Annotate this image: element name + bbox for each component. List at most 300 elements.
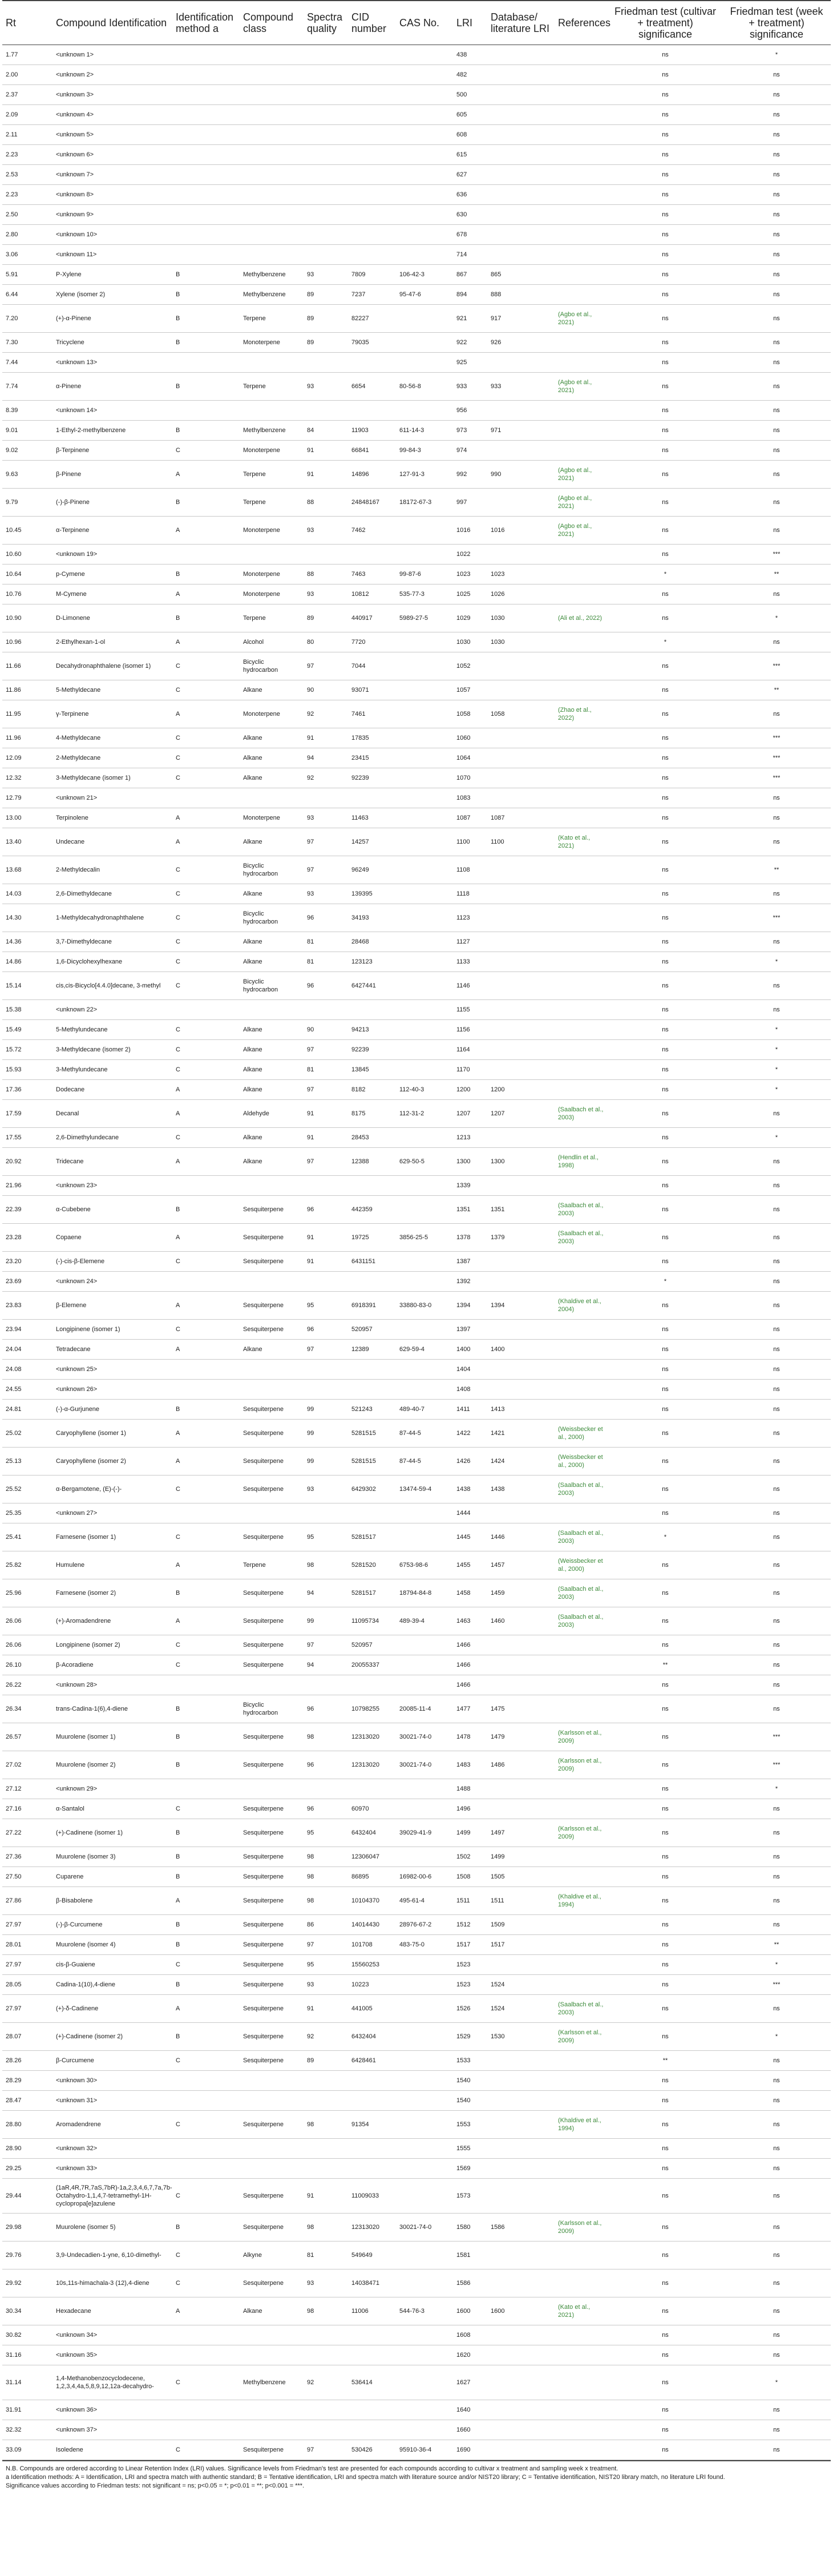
cell-friedman-cultivar: ns <box>608 1995 722 2023</box>
cell-compound: 2-Methyldecalin <box>52 856 172 884</box>
cell-reference <box>555 205 608 225</box>
cell-friedman-week: ns <box>722 2269 831 2297</box>
cell-cid: 12313020 <box>348 1751 396 1779</box>
cell-spectra: 98 <box>304 2214 348 2242</box>
cell-cid: 5281517 <box>348 1523 396 1551</box>
cell-method: C <box>172 1635 240 1655</box>
cell-friedman-week: ns <box>722 1635 831 1655</box>
cell-cid: 12389 <box>348 1340 396 1360</box>
cell-lri: 1378 <box>453 1224 487 1252</box>
table-row <box>2 1799 831 1819</box>
cell-compound: (+)-Cadinene (isomer 1) <box>52 1819 172 1847</box>
cell-friedman-week: *** <box>722 1723 831 1751</box>
cell-db-lri <box>487 1128 555 1148</box>
cell-class: Sesquiterpene <box>240 1476 304 1503</box>
cell-friedman-week: ns <box>722 2440 831 2460</box>
cell-compound: 5-Methylundecane <box>52 1020 172 1040</box>
cell-reference: (Saalbach et al., 2003) <box>555 1224 608 1252</box>
cell-lri: 1087 <box>453 808 487 828</box>
cell-friedman-week: ns <box>722 1476 831 1503</box>
cell-lri: 925 <box>453 353 487 373</box>
table-row <box>2 1000 831 1020</box>
cell-friedman-cultivar: ns <box>608 2159 722 2179</box>
cell-method <box>172 401 240 421</box>
cell-friedman-week: ns <box>722 65 831 85</box>
cell-friedman-cultivar: ns <box>608 45 722 65</box>
cell-cid <box>348 2400 396 2420</box>
cell-compound: <unknown 29> <box>52 1779 172 1799</box>
cell-rt: 28.47 <box>2 2091 52 2111</box>
cell-spectra: 91 <box>304 2179 348 2214</box>
cell-cid: 24848167 <box>348 489 396 517</box>
cell-cas: 95910-36-4 <box>396 2440 453 2460</box>
cell-spectra: 97 <box>304 1935 348 1955</box>
cell-friedman-cultivar: ns <box>608 1128 722 1148</box>
cell-rt: 17.59 <box>2 1100 52 1128</box>
cell-lri: 636 <box>453 185 487 205</box>
table-row <box>2 165 831 185</box>
cell-method: C <box>172 972 240 1000</box>
cell-compound: (-)-cis-β-Elemene <box>52 1252 172 1272</box>
cell-method: C <box>172 1128 240 1148</box>
cell-spectra <box>304 205 348 225</box>
cell-friedman-week: ns <box>722 2297 831 2325</box>
cell-method: C <box>172 768 240 788</box>
header-friedman-week: Friedman test (week + treatment) significance <box>722 1 831 45</box>
cell-friedman-cultivar: ns <box>608 728 722 748</box>
cell-friedman-week: ns <box>722 265 831 285</box>
cell-rt: 29.76 <box>2 2242 52 2269</box>
cell-db-lri <box>487 2400 555 2420</box>
table-row <box>2 1847 831 1867</box>
cell-class <box>240 1000 304 1020</box>
cell-friedman-week: ns <box>722 1100 831 1128</box>
cell-method: B <box>172 373 240 401</box>
cell-db-lri <box>487 225 555 245</box>
cell-cid: 6918391 <box>348 1292 396 1320</box>
cell-cas <box>396 1380 453 1400</box>
cell-friedman-cultivar: ns <box>608 2365 722 2400</box>
cell-rt: 10.60 <box>2 545 52 565</box>
cell-rt: 10.76 <box>2 584 52 604</box>
table-row <box>2 2071 831 2091</box>
cell-rt: 7.74 <box>2 373 52 401</box>
cell-class <box>240 85 304 105</box>
table-row <box>2 265 831 285</box>
cell-compound: 3-Methylundecane <box>52 1060 172 1080</box>
cell-compound: <unknown 6> <box>52 145 172 165</box>
cell-friedman-week: *** <box>722 1975 831 1995</box>
cell-friedman-week: ns <box>722 305 831 333</box>
cell-friedman-cultivar: ns <box>608 1040 722 1060</box>
cell-cid: 86895 <box>348 1867 396 1887</box>
cell-spectra: 93 <box>304 265 348 285</box>
cell-class <box>240 1272 304 1292</box>
cell-reference: (Khaldive et al., 1994) <box>555 1887 608 1915</box>
table-row <box>2 1196 831 1224</box>
cell-db-lri <box>487 125 555 145</box>
cell-class <box>240 1779 304 1799</box>
cell-class: Sesquiterpene <box>240 1400 304 1420</box>
cell-lri: 1502 <box>453 1847 487 1867</box>
cell-spectra: 96 <box>304 1320 348 1340</box>
cell-lri: 1426 <box>453 1448 487 1476</box>
cell-db-lri <box>487 1272 555 1292</box>
cell-db-lri <box>487 932 555 952</box>
cell-rt: 15.72 <box>2 1040 52 1060</box>
cell-db-lri <box>487 2440 555 2460</box>
cell-spectra: 91 <box>304 1100 348 1128</box>
cell-compound: Tricyclene <box>52 333 172 353</box>
cell-method <box>172 2400 240 2420</box>
cell-lri: 1478 <box>453 1723 487 1751</box>
cell-reference <box>555 748 608 768</box>
cell-class: Sesquiterpene <box>240 1975 304 1995</box>
cell-lri: 922 <box>453 333 487 353</box>
cell-friedman-cultivar: ns <box>608 401 722 421</box>
cell-friedman-cultivar: ns <box>608 2297 722 2325</box>
cell-spectra <box>304 1380 348 1400</box>
cell-spectra <box>304 1360 348 1380</box>
table-row <box>2 333 831 353</box>
cell-cas <box>396 105 453 125</box>
cell-cid: 530426 <box>348 2440 396 2460</box>
cell-spectra: 96 <box>304 1196 348 1224</box>
cell-reference <box>555 2139 608 2159</box>
cell-compound: (-)-α-Gurjunene <box>52 1400 172 1420</box>
cell-friedman-week: * <box>722 1955 831 1975</box>
cell-cas <box>396 401 453 421</box>
cell-friedman-week: ns <box>722 1380 831 1400</box>
cell-friedman-week: * <box>722 2023 831 2051</box>
footnote-significance: Significance values according to Friedman tests: not significant = ns; p<0.05 = *; p<0.01 = **; p<0.001 = ***. <box>6 2482 305 2489</box>
cell-lri: 1127 <box>453 932 487 952</box>
cell-friedman-cultivar: ns <box>608 1148 722 1176</box>
cell-friedman-week: ** <box>722 565 831 584</box>
cell-reference <box>555 85 608 105</box>
cell-class <box>240 2091 304 2111</box>
cell-method: B <box>172 421 240 441</box>
cell-class: Alkane <box>240 1080 304 1100</box>
cell-reference <box>555 2159 608 2179</box>
cell-friedman-week: ns <box>722 2214 831 2242</box>
cell-spectra: 93 <box>304 808 348 828</box>
cell-cas: 30021-74-0 <box>396 1751 453 1779</box>
cell-method <box>172 165 240 185</box>
cell-compound: <unknown 2> <box>52 65 172 85</box>
cell-rt: 24.08 <box>2 1360 52 1380</box>
cell-lri: 1016 <box>453 517 487 545</box>
cell-reference: (Saalbach et al., 2003) <box>555 1995 608 2023</box>
cell-friedman-cultivar: ns <box>608 489 722 517</box>
cell-rt: 27.97 <box>2 1955 52 1975</box>
cell-rt: 27.50 <box>2 1867 52 1887</box>
cell-friedman-cultivar: ns <box>608 584 722 604</box>
cell-compound: Farnesene (isomer 1) <box>52 1523 172 1551</box>
cell-reference <box>555 1040 608 1060</box>
cell-spectra: 88 <box>304 565 348 584</box>
cell-cas <box>396 245 453 265</box>
cell-reference <box>555 1635 608 1655</box>
cell-lri: 1627 <box>453 2365 487 2400</box>
cell-compound: Muurolene (isomer 4) <box>52 1935 172 1955</box>
cell-compound: Terpinolene <box>52 808 172 828</box>
cell-db-lri: 1026 <box>487 584 555 604</box>
cell-db-lri <box>487 1675 555 1695</box>
cell-rt: 1.77 <box>2 45 52 65</box>
cell-method: A <box>172 461 240 489</box>
cell-friedman-cultivar: ns <box>608 1695 722 1723</box>
cell-reference <box>555 285 608 305</box>
cell-class: Alkane <box>240 828 304 856</box>
cell-db-lri: 971 <box>487 421 555 441</box>
cell-rt: 12.32 <box>2 768 52 788</box>
cell-class: Sesquiterpene <box>240 1196 304 1224</box>
cell-cid: 7463 <box>348 565 396 584</box>
cell-class: Sesquiterpene <box>240 2214 304 2242</box>
cell-spectra: 97 <box>304 1080 348 1100</box>
cell-friedman-cultivar: ns <box>608 856 722 884</box>
cell-spectra <box>304 185 348 205</box>
table-row <box>2 2242 831 2269</box>
cell-spectra: 96 <box>304 1695 348 1723</box>
cell-db-lri <box>487 884 555 904</box>
cell-cid: 7809 <box>348 265 396 285</box>
cell-lri: 1108 <box>453 856 487 884</box>
cell-db-lri <box>487 1320 555 1340</box>
cell-compound: <unknown 9> <box>52 205 172 225</box>
cell-method: C <box>172 2051 240 2071</box>
cell-friedman-cultivar: ns <box>608 884 722 904</box>
cell-method: B <box>172 1819 240 1847</box>
cell-method: C <box>172 748 240 768</box>
cell-method: C <box>172 441 240 461</box>
cell-db-lri <box>487 45 555 65</box>
cell-spectra: 99 <box>304 1420 348 1448</box>
cell-compound: Aromadendrene <box>52 2111 172 2139</box>
cell-db-lri: 1511 <box>487 1887 555 1915</box>
cell-lri: 1155 <box>453 1000 487 1020</box>
cell-compound: <unknown 3> <box>52 85 172 105</box>
cell-reference: (Saalbach et al., 2003) <box>555 1523 608 1551</box>
cell-compound: <unknown 7> <box>52 165 172 185</box>
cell-compound: 10s,11s-himachala-3 (12),4-diene <box>52 2269 172 2297</box>
cell-friedman-week: ns <box>722 1360 831 1380</box>
cell-rt: 23.83 <box>2 1292 52 1320</box>
cell-rt: 11.86 <box>2 680 52 700</box>
cell-db-lri <box>487 2071 555 2091</box>
cell-method <box>172 1360 240 1380</box>
cell-cas <box>396 2071 453 2091</box>
cell-friedman-week: ns <box>722 1607 831 1635</box>
cell-lri: 1466 <box>453 1655 487 1675</box>
cell-spectra <box>304 105 348 125</box>
cell-spectra: 95 <box>304 1819 348 1847</box>
cell-spectra <box>304 1272 348 1292</box>
cell-class: Sesquiterpene <box>240 1252 304 1272</box>
table-row <box>2 545 831 565</box>
cell-reference <box>555 2420 608 2440</box>
cell-cas <box>396 45 453 65</box>
cell-lri: 1488 <box>453 1779 487 1799</box>
cell-class: Sesquiterpene <box>240 1607 304 1635</box>
cell-rt: 25.41 <box>2 1523 52 1551</box>
cell-cid: 6429302 <box>348 1476 396 1503</box>
table-footnote <box>2 2460 831 2490</box>
cell-method <box>172 105 240 125</box>
cell-db-lri: 1421 <box>487 1420 555 1448</box>
cell-rt: 32.32 <box>2 2420 52 2440</box>
cell-reference <box>555 1060 608 1080</box>
cell-compound: (+)-Aromadendrene <box>52 1607 172 1635</box>
cell-friedman-cultivar: ns <box>608 1020 722 1040</box>
cell-method: A <box>172 1551 240 1579</box>
cell-class <box>240 1176 304 1196</box>
cell-cas <box>396 1060 453 1080</box>
cell-method: B <box>172 2214 240 2242</box>
cell-cid: 5281520 <box>348 1551 396 1579</box>
cell-db-lri: 933 <box>487 373 555 401</box>
cell-db-lri: 1300 <box>487 1148 555 1176</box>
cell-cas <box>396 333 453 353</box>
cell-cas <box>396 1655 453 1675</box>
cell-friedman-week: ns <box>722 2400 831 2420</box>
cell-rt: 28.90 <box>2 2139 52 2159</box>
cell-method <box>172 225 240 245</box>
cell-lri: 1496 <box>453 1799 487 1819</box>
cell-method: C <box>172 652 240 680</box>
cell-friedman-cultivar: ns <box>608 1675 722 1695</box>
cell-compound: 1,4-Methanobenzocyclodecene, 1,2,3,4,4a,5,8,9,12,12a-decahydro- <box>52 2365 172 2400</box>
cell-class: Alkane <box>240 1020 304 1040</box>
cell-cid: 15560253 <box>348 1955 396 1975</box>
table-row <box>2 1975 831 1995</box>
cell-rt: 2.23 <box>2 145 52 165</box>
cell-spectra <box>304 2139 348 2159</box>
cell-class: Sesquiterpene <box>240 1723 304 1751</box>
cell-spectra: 88 <box>304 489 348 517</box>
cell-compound: Muurolene (isomer 3) <box>52 1847 172 1867</box>
cell-spectra: 98 <box>304 1847 348 1867</box>
footnote-methods: a Identification methods: A = Identification, LRI and spectra match with authentic standard; B = Tentative identification, LRI and spectra match with literature source and/or NIST20 library; C = Tentative identification, NIST20 library match, no literature LRI found. <box>6 2474 725 2481</box>
cell-compound: Undecane <box>52 828 172 856</box>
cell-cas: 99-87-6 <box>396 565 453 584</box>
table-row <box>2 632 831 652</box>
table-row <box>2 2420 831 2440</box>
table-row <box>2 1655 831 1675</box>
cell-rt: 25.96 <box>2 1579 52 1607</box>
cell-reference <box>555 45 608 65</box>
cell-cas <box>396 1635 453 1655</box>
cell-friedman-cultivar: ns <box>608 652 722 680</box>
header-lri: LRI <box>453 1 487 45</box>
cell-rt: 28.26 <box>2 2051 52 2071</box>
cell-friedman-week: ns <box>722 1579 831 1607</box>
table-row <box>2 85 831 105</box>
cell-cid: 94213 <box>348 1020 396 1040</box>
table-row <box>2 1340 831 1360</box>
cell-method: C <box>172 2179 240 2214</box>
cell-friedman-week: ns <box>722 105 831 125</box>
table-row <box>2 972 831 1000</box>
cell-cid: 28468 <box>348 932 396 952</box>
cell-spectra <box>304 125 348 145</box>
cell-db-lri: 1460 <box>487 1607 555 1635</box>
cell-class: Monoterpene <box>240 584 304 604</box>
cell-method: B <box>172 1751 240 1779</box>
table-row <box>2 1252 831 1272</box>
cell-compound: Xylene (isomer 2) <box>52 285 172 305</box>
cell-lri: 1455 <box>453 1551 487 1579</box>
table-row <box>2 441 831 461</box>
cell-friedman-cultivar: ns <box>608 952 722 972</box>
cell-cid: 34193 <box>348 904 396 932</box>
cell-spectra: 91 <box>304 1128 348 1148</box>
cell-cid: 82227 <box>348 305 396 333</box>
cell-class: Sesquiterpene <box>240 1995 304 2023</box>
table-row <box>2 1272 831 1292</box>
cell-friedman-cultivar: ns <box>608 932 722 952</box>
cell-reference <box>555 808 608 828</box>
cell-reference <box>555 441 608 461</box>
cell-db-lri: 1087 <box>487 808 555 828</box>
cell-db-lri <box>487 545 555 565</box>
cell-db-lri <box>487 2179 555 2214</box>
cell-friedman-week: ns <box>722 1695 831 1723</box>
cell-cid: 14038471 <box>348 2269 396 2297</box>
cell-spectra: 91 <box>304 461 348 489</box>
cell-cas: 629-50-5 <box>396 1148 453 1176</box>
cell-compound: 2,6-Dimethyldecane <box>52 884 172 904</box>
cell-db-lri: 1517 <box>487 1935 555 1955</box>
cell-method: A <box>172 1080 240 1100</box>
cell-method <box>172 2159 240 2179</box>
cell-cid: 17835 <box>348 728 396 748</box>
cell-friedman-cultivar: ns <box>608 2345 722 2365</box>
cell-spectra: 93 <box>304 1476 348 1503</box>
cell-class: Alkane <box>240 1148 304 1176</box>
cell-cid <box>348 2071 396 2091</box>
table-row <box>2 1400 831 1420</box>
cell-spectra: 89 <box>304 604 348 632</box>
cell-spectra <box>304 1000 348 1020</box>
cell-method: B <box>172 285 240 305</box>
header-compound: Compound Identification <box>52 1 172 45</box>
cell-method <box>172 353 240 373</box>
cell-cid: 23415 <box>348 748 396 768</box>
table-row <box>2 1360 831 1380</box>
cell-friedman-cultivar: * <box>608 1523 722 1551</box>
cell-friedman-cultivar: ns <box>608 545 722 565</box>
cell-friedman-week: * <box>722 952 831 972</box>
cell-friedman-cultivar: ns <box>608 1292 722 1320</box>
cell-compound: Caryophyllene (isomer 1) <box>52 1420 172 1448</box>
cell-lri: 1483 <box>453 1751 487 1779</box>
cell-lri: 1422 <box>453 1420 487 1448</box>
cell-friedman-week: ns <box>722 1819 831 1847</box>
cell-lri: 1394 <box>453 1292 487 1320</box>
cell-method: C <box>172 1655 240 1675</box>
table-row <box>2 225 831 245</box>
cell-class: Monoterpene <box>240 333 304 353</box>
cell-rt: 25.02 <box>2 1420 52 1448</box>
cell-cas: 535-77-3 <box>396 584 453 604</box>
cell-lri: 1445 <box>453 1523 487 1551</box>
cell-class: Alkane <box>240 1040 304 1060</box>
cell-compound: <unknown 13> <box>52 353 172 373</box>
cell-method <box>172 1380 240 1400</box>
cell-lri: 1052 <box>453 652 487 680</box>
